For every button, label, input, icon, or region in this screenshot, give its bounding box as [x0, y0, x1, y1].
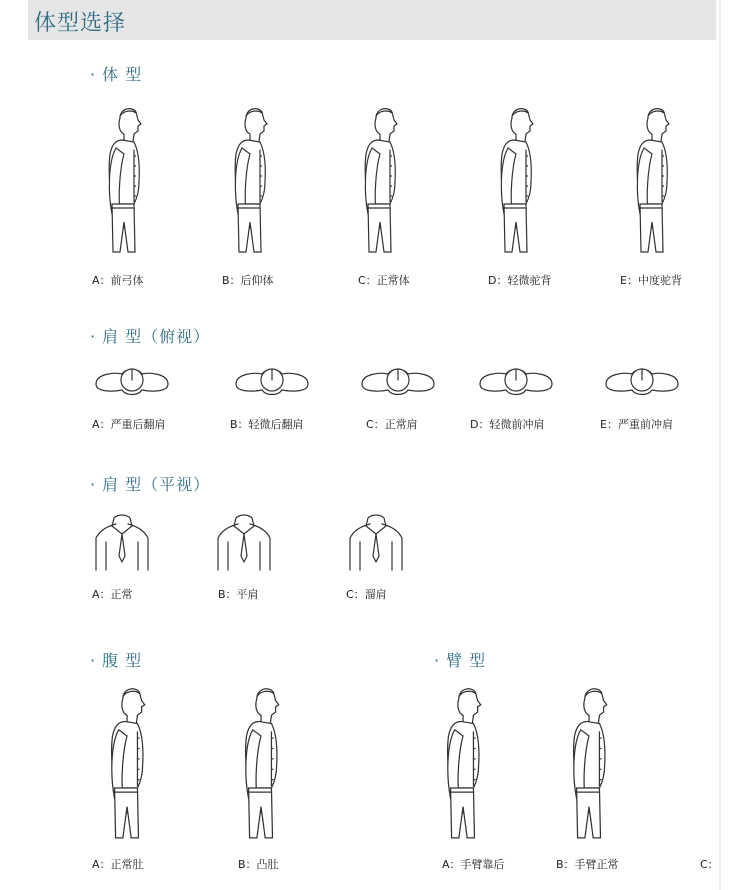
shoulder-top-caption: C：正常肩: [366, 418, 418, 431]
shoulder-top-view-icon: [92, 360, 172, 400]
shoulder-top-view-icon: [602, 360, 682, 400]
shoulder-top-caption: B：轻微后翻肩: [230, 418, 304, 431]
arm-caption: A：手臂靠后: [442, 858, 505, 871]
standing-man-profile-icon: [98, 104, 148, 254]
standing-man-profile-icon: [490, 104, 540, 254]
body-type-caption: D：轻微驼背: [488, 274, 552, 287]
body-type-caption: B：后仰体: [222, 274, 274, 287]
shoulder-top-caption: A：严重后翻肩: [92, 418, 166, 431]
shoulder-front-caption: A：正常: [92, 588, 133, 601]
section-bullet: ·: [434, 651, 441, 670]
title-bar: [28, 0, 716, 40]
right-divider: [719, 0, 721, 890]
body-type-caption: A：前弓体: [92, 274, 144, 287]
shoulder-front-caption: C：溜肩: [346, 588, 387, 601]
shoulder-top-view-icon: [476, 360, 556, 400]
shoulder-top-caption: E：严重前冲肩: [600, 418, 673, 431]
standing-man-profile-icon: [234, 684, 286, 840]
shoulder-top-view-icon: [232, 360, 312, 400]
page-title: 体型选择: [34, 11, 127, 36]
body-type-caption: E：中度驼背: [620, 274, 682, 287]
shoulder-top-caption: D：轻微前冲肩: [470, 418, 545, 431]
belly-caption: B：凸肚: [238, 858, 279, 871]
arm-caption: C：: [700, 858, 719, 871]
section-title-shoulder-top: · 肩 型（俯视）: [90, 327, 211, 346]
section-title-belly: · 腹 型: [90, 651, 143, 670]
shirt-collar-front-icon: [346, 512, 406, 572]
arm-caption: B：手臂正常: [556, 858, 619, 871]
standing-man-profile-icon: [354, 104, 404, 254]
section-bullet: ·: [90, 327, 97, 346]
section-title-shoulder-front: · 肩 型（平视）: [90, 475, 211, 494]
section-bullet: ·: [90, 651, 97, 670]
body-type-caption: C：正常体: [358, 274, 410, 287]
section-bullet: ·: [90, 475, 97, 494]
standing-man-profile-icon: [626, 104, 676, 254]
standing-man-profile-icon: [100, 684, 152, 840]
shoulder-front-caption: B：平肩: [218, 588, 259, 601]
standing-man-profile-icon: [562, 684, 614, 840]
standing-man-profile-icon: [436, 684, 488, 840]
belly-caption: A：正常肚: [92, 858, 144, 871]
shirt-collar-front-icon: [92, 512, 152, 572]
shirt-collar-front-icon: [214, 512, 274, 572]
section-title-body-type: · 体 型: [90, 65, 143, 84]
shoulder-top-view-icon: [358, 360, 438, 400]
section-bullet: ·: [90, 65, 97, 84]
standing-man-profile-icon: [224, 104, 274, 254]
section-title-arm: · 臂 型: [434, 651, 487, 670]
